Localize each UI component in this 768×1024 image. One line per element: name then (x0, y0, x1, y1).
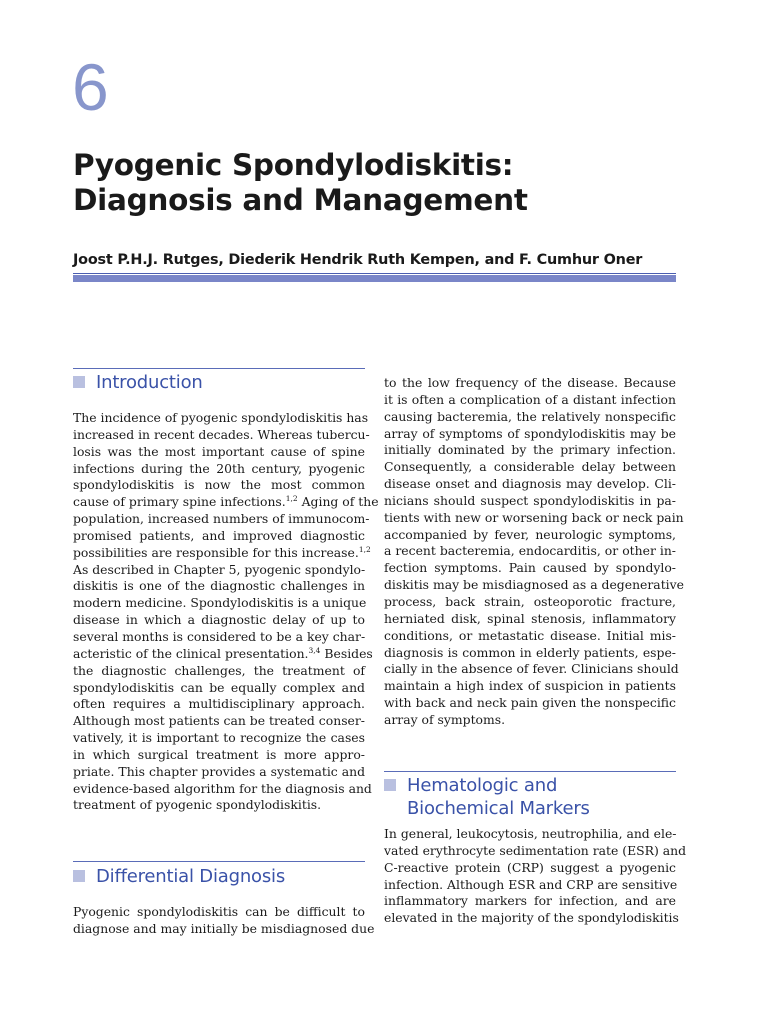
text-line: The incidence of pyogenic spondylodiskitis has (73, 410, 369, 425)
text-line: process, back strain, osteoporotic fracture, (384, 593, 676, 609)
text-line: conditions, or metastatic disease. Initial mis- (384, 627, 676, 643)
text-line: a recent bacteremia, endocarditis, or other in- (384, 543, 676, 559)
text-fragment: Aging of the (297, 494, 379, 510)
text-line: population, increased numbers of immunocom- (73, 511, 370, 527)
heading-square-icon (384, 779, 396, 791)
heading-text: Differential Diagnosis (96, 866, 286, 887)
introduction-paragraph (73, 410, 379, 814)
text-line: Pyogenic spondylodiskitis can be difficult to (73, 904, 365, 919)
text-line: it is often a complication of a distant infection (384, 391, 676, 407)
text-line: accompanied by fever, neurologic symptoms, (384, 526, 676, 542)
text-line: several months is considered to be a key char- (73, 628, 366, 644)
text-line: modern medicine. Spondylodiskitis is a unique (73, 595, 367, 611)
text-line: increased in recent decades. Whereas tubercu- (73, 426, 370, 442)
text-line: priate. This chapter provides a systematic and (73, 763, 365, 779)
text-line: infections during the 20th century, pyogenic (73, 460, 365, 476)
text-line: tients with new or worsening back or neck pain (384, 509, 684, 525)
text-fragment: Besides (320, 645, 373, 661)
text-line: In general, leukocytosis, neutrophilia, and ele- (384, 826, 677, 841)
text-line: cially in the absence of fever. Clinicians should (384, 661, 679, 677)
text-line: with back and neck pain given the nonspecific (384, 695, 676, 711)
section-rule-differential (73, 861, 365, 862)
title-rule-thin (73, 273, 676, 274)
chapter-title-line: Pyogenic Spondylodiskitis: (73, 148, 514, 182)
text-line: As described in Chapter 5, pyogenic spondylo- (73, 561, 366, 577)
text-line-with-citation (73, 645, 373, 663)
text-line: array of symptoms. (384, 711, 506, 727)
text-line: fection symptoms. Pain caused by spondylo- (384, 560, 676, 576)
text-line: often requires a multidisciplinary approach. (73, 696, 365, 712)
text-line: C-reactive protein (CRP) suggest a pyogenic (384, 859, 676, 875)
differential-paragraph-continued (384, 375, 684, 729)
section-rule-introduction (73, 368, 365, 369)
text-line: to the low frequency of the disease. Because (384, 375, 676, 390)
text-line: causing bacteremia, the relatively nonspecific (384, 408, 676, 424)
citation: 3,4 (308, 645, 321, 655)
chapter-number: 6 (72, 50, 109, 124)
text-fragment: cause of primary spine infections. (73, 494, 286, 510)
text-line: treatment of pyogenic spondylodiskitis. (73, 797, 322, 813)
text-line: evidence-based algorithm for the diagnosis and (73, 780, 372, 796)
text-line: spondylodiskitis can be equally complex and (73, 679, 365, 695)
text-line: diagnosis is common in elderly patients, espe- (384, 644, 676, 660)
text-line: elevated in the majority of the spondylodiskitis (384, 910, 679, 926)
text-line: nicians should suspect spondylodiskitis in pa- (384, 492, 676, 508)
text-line: inflammatory markers for infection, and are (384, 893, 676, 909)
heading-text-line: Biochemical Markers (407, 798, 590, 819)
text-line-with-citation (73, 494, 379, 511)
text-line: Although most patients can be treated conser- (73, 713, 365, 729)
heading-square-icon (73, 870, 85, 882)
section-rule-hematologic (384, 771, 676, 772)
text-line: the diagnostic challenges, the treatment of (73, 662, 365, 678)
text-line: spondylodiskitis is now the most common (73, 477, 365, 493)
text-line: vatively, it is important to recognize the cases (73, 730, 365, 746)
text-line: disease onset and diagnosis may develop. Cli- (384, 476, 676, 492)
text-line: array of symptoms of spondylodiskitis may be (384, 425, 676, 441)
text-line: diskitis may be misdiagnosed as a degenerative (384, 577, 684, 593)
heading-square-icon (73, 376, 85, 388)
text-line: Consequently, a considerable delay between (384, 459, 676, 475)
section-heading-differential-diagnosis (73, 865, 365, 888)
title-rule-thick (73, 275, 676, 282)
text-line: initially dominated by the primary infection. (384, 442, 676, 458)
heading-text-line: Hematologic and (407, 775, 558, 796)
text-fragment: acteristic of the clinical presentation. (73, 645, 309, 661)
text-line: in which surgical treatment is more appro- (73, 746, 365, 762)
text-line: infection. Although ESR and CRP are sensitive (384, 876, 678, 892)
chapter-title (73, 148, 693, 218)
citation: 1,2 (358, 544, 371, 554)
text-line: diagnose and may initially be misdiagnosed due (73, 920, 375, 936)
text-line: promised patients, and improved diagnostic (73, 527, 365, 543)
hematologic-paragraph (384, 826, 687, 927)
differential-paragraph (73, 904, 375, 938)
text-line: vated erythrocyte sedimentation rate (ESR) and (384, 842, 687, 858)
text-line: maintain a high index of suspicion in patients (384, 678, 676, 694)
text-fragment: possibilities are responsible for this increase. (73, 544, 359, 560)
chapter-authors: Joost P.H.J. Rutges, Diederik Hendrik Ruth Kempen, and F. Cumhur Oner (73, 252, 643, 268)
section-heading-introduction (73, 371, 365, 394)
heading-text: Introduction (96, 372, 203, 393)
section-heading-hematologic (384, 774, 676, 820)
text-line: disease in which a diagnostic delay of up to (73, 612, 365, 628)
text-line: diskitis is one of the diagnostic challenges in (73, 578, 365, 594)
text-line-with-citation (73, 544, 371, 562)
text-line: losis was the most important cause of spine (73, 443, 365, 459)
text-line: herniated disk, spinal stenosis, inflammatory (384, 610, 676, 626)
chapter-title-line: Diagnosis and Management (73, 183, 528, 217)
citation: 1,2 (285, 494, 298, 504)
